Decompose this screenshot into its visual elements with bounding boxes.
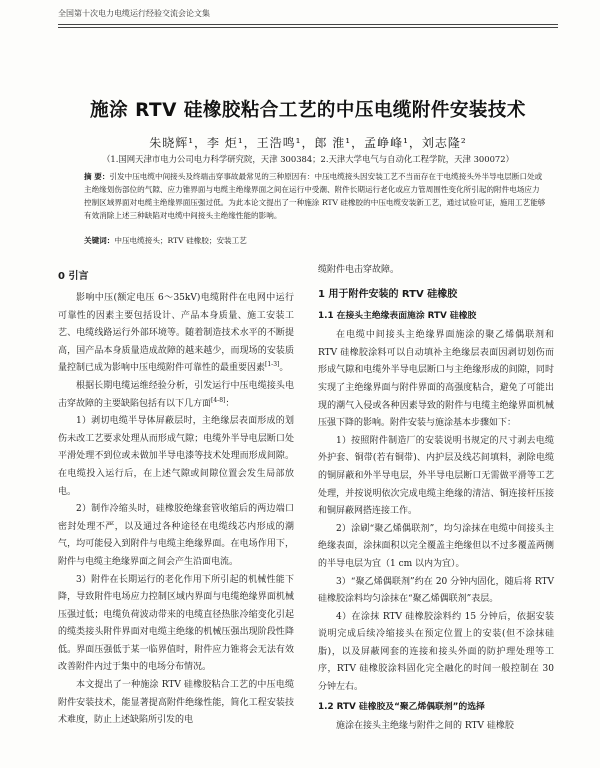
section-heading-intro: 0 引言 bbox=[58, 271, 89, 282]
section-heading-1: 1 用于附件安装的 RTV 硅橡胶 bbox=[318, 288, 458, 300]
abstract-label: 摘 要： bbox=[84, 172, 110, 181]
author-list: 朱晓辉¹，李 炬¹，王浩鸣¹，郎 淮¹，孟峥峰¹，刘志隆² bbox=[149, 136, 467, 150]
body-paragraph: 在电缆中间接头主绝缘界面施涂的聚乙烯偶联剂和 RTV 硅橡胶涂料可以自动填补主绝缘层表面因剥切划伤而形成气隙和电缆外半导电层断口与主绝缘形成的间隙，同时实现了主绝缘界面与附件界面的高强度粘合，避免了可能出现的潮气入侵或各种因素导致的附件与电缆主绝缘界面机械压强下降的影响。附件安装与施涂基本步骤如下： bbox=[318, 330, 554, 429]
body-paragraph: 影响中压(额定电压 6～35kV)电缆附件在电网中运行可靠性的因素主要包括设计、产品本身质量、施工安装工艺、电缆线路运行外部环境等。随着制造技术水平的不断提高，国产品本身质量造成故障的越来越少，而现场的安装质量控制已成为影响中压电缆附件可靠性的最重要因素[1-3]。 bbox=[58, 293, 294, 374]
body-paragraph: 3）附件在长期运行的老化作用下所引起的机械性能下降，导致附件电场应力控制区域内界面与电缆绝缘界面机械压强过低；电缆负荷波动带来的电缆直径热胀冷缩变化引起的缆类接头附件界面对电缆主绝缘的机械压强出现阶段性降低。界面压强低于某一临界值时，附件应力锥将会无法有效改善附件内过于集中的电场分布情况。 bbox=[58, 574, 294, 673]
body-paragraph: 根据长期电缆运维经验分析，引发运行中压电缆接头电击穿故障的主要缺陷包括有以下几方面[4-8]： bbox=[58, 380, 294, 409]
body-paragraph: 4）在涂抹 RTV 硅橡胶涂料约 15 分钟后，依据安装说明完成后续冷缩接头在预定位置上的安装(但不涂抹硅脂)，以及屏蔽网套的连接和接头外面的防护理处理等工序，RTV 硅橡胶涂料固化完全融化的时间一般控制在 30 分钟左右。 bbox=[318, 611, 554, 693]
body-paragraph: 施涂在接头主绝缘与附件之间的 RTV 硅橡胶 bbox=[336, 721, 514, 732]
affiliation-line: （1.国网天津市电力公司电力科学研究院，天津 300384；2.天津大学电气与自动化工程学院，天津 300072） bbox=[102, 154, 514, 164]
keywords-label: 关键词： bbox=[84, 236, 115, 245]
body-paragraph: 2）制作冷缩头时，硅橡胶绝缘套管收缩后的两边端口密封处理不严，以及通过各种途径在电缆线芯内形成的潮气，均可能侵入到附件与电缆主绝缘界面。在电场作用下，附件与电缆主绝缘界面之间会产生沿面电流。 bbox=[58, 504, 294, 567]
right-column bbox=[318, 262, 554, 736]
running-header: 全国第十次电力电缆运行经验交流会论文集 bbox=[58, 9, 210, 18]
header-rule bbox=[58, 24, 558, 25]
body-paragraph-continued: 缆附件电击穿故障。 bbox=[318, 265, 400, 275]
paper-title: 施涂 RTV 硅橡胶粘合工艺的中压电缆附件安装技术 bbox=[90, 100, 526, 121]
body-paragraph: 本文提出了一种施涂 RTV 硅橡胶粘合工艺的中压电缆附件安装技术，能显著提高附件绝缘性能，简化工程安装技术难度，防止上述缺陷所引发的电 bbox=[58, 680, 294, 726]
body-paragraph: 1）按照附件制造厂的安装说明书规定的尺寸剥去电缆外护套、铜带(若有铜带)、内护层及线芯间填料，剥除电缆的铜屏蔽和外半导电层，外半导电层断口无需做平滑等工艺处理，并按说明依次完成电缆主绝缘的清洁、铜连接杆压接和铜屏蔽网搭连接工作。 bbox=[318, 435, 554, 517]
body-paragraph: 1）剥切电缆半导体屏蔽层时，主绝缘层表面形成的划伤未改工艺要求处理从而形成气隙；电缆外半导电层断口处平滑处理不到位或未做加半导电漆等技术处理而形成间隙。在电缆投入运行后，在上述气隙或间隙位置会发生局部放电。 bbox=[58, 416, 294, 497]
body-paragraph: 2）涂刷“聚乙烯偶联剂”，均匀涂抹在电缆中间接头主绝缘表面，涂抹面积以完全覆盖主绝缘但以不过多覆盖两侧的半导电层为宜（1 cm 以内为宜）。 bbox=[318, 523, 554, 569]
keywords-text: 中压电缆接头；RTV 硅橡胶；安装工艺 bbox=[114, 236, 247, 245]
citation-ref: [1-3] bbox=[265, 361, 280, 369]
citation-ref: [4-8] bbox=[211, 396, 226, 404]
body-paragraph: 3）“聚乙烯偶联剂”约在 20 分钟内固化，随后将 RTV 硅橡胶涂料均匀涂抹在“聚乙烯偶联剂”表层。 bbox=[318, 576, 554, 605]
keywords-block bbox=[84, 235, 546, 246]
left-column bbox=[58, 262, 294, 730]
abstract-block bbox=[84, 170, 546, 222]
subsection-heading-1-2: 1.2 RTV 硅橡胶及“聚乙烯偶联剂”的选择 bbox=[318, 701, 485, 712]
header-rule-thin bbox=[58, 27, 558, 28]
subsection-heading-1-1: 1.1 在接头主绝缘表面施涂 RTV 硅橡胶 bbox=[318, 310, 477, 321]
abstract-text: 引发中压电缆中间接头及终端击穿事故最常见的三种原因有：中压电缆接头因安装工艺不当而存在于电缆接头外半导电层断口处或主绝缘划伤部位的气隙、应力锥界面与电缆主绝缘界面之间在运行中受潮、附件长期运行老化或应力管周围性变化所引起的附件电场应力控制区域界面对电缆主绝缘界面压强过低。为此本论文提出了一种施涂 RTV 硅橡胶的中压电缆安装新工艺，通过试验可证，施用工艺能够有效消除上述三种缺陷对电缆中间接头主绝缘性能的影响。 bbox=[84, 172, 546, 220]
